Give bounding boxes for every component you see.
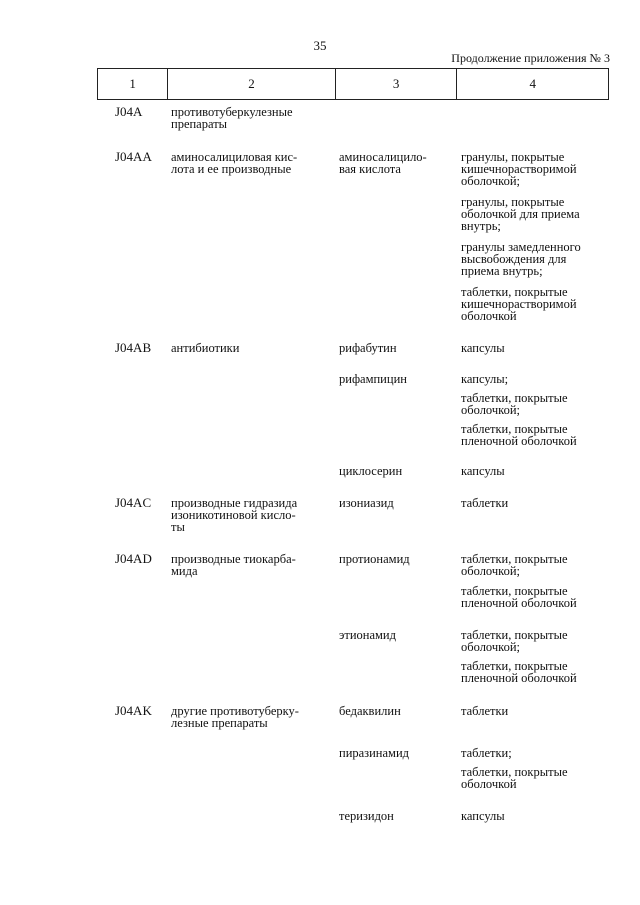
dosage-form: таблетки, покрытые пленочной оболочкой — [461, 659, 577, 685]
dosage-form: таблетки, покрытые оболочкой; — [461, 552, 568, 578]
atc-code: J04AA — [115, 149, 152, 164]
group-description: противотуберкулезные препараты — [171, 105, 293, 131]
substance-name: теризидон — [339, 809, 394, 823]
group-description: производные гидразида изоникотиновой кисло- ты — [171, 496, 298, 534]
header-col-2: 2 — [168, 69, 335, 100]
dosage-form: таблетки — [461, 496, 509, 510]
dosage-form: капсулы — [461, 341, 505, 355]
substance-name: бедаквилин — [339, 704, 401, 718]
substance-name: рифабутин — [339, 341, 397, 355]
atc-code: J04AB — [115, 340, 152, 355]
substance-name: изониазид — [339, 496, 394, 510]
dosage-form: таблетки, покрытые оболочкой; — [461, 391, 568, 417]
dosage-form: гранулы, покрытые кишечнорастворимой оболочкой; — [461, 150, 577, 188]
group-description: аминосалициловая кис- лота и ее производные — [171, 150, 298, 176]
continuation-note: Продолжение приложения № 3 — [451, 51, 610, 65]
dosage-form: таблетки, покрытые оболочкой; — [461, 628, 568, 654]
substance-name: пиразинамид — [339, 746, 410, 760]
header-col-1: 1 — [98, 69, 168, 100]
dosage-form: капсулы; — [461, 372, 509, 386]
header-col-4: 4 — [457, 69, 609, 100]
dosage-form: гранулы, покрытые оболочкой для приема внутрь; — [461, 195, 580, 233]
dosage-form: таблетки, покрытые пленочной оболочкой — [461, 422, 577, 448]
dosage-form: капсулы — [461, 464, 505, 478]
substance-name: рифампицин — [339, 372, 407, 386]
substance-name: циклосерин — [339, 464, 403, 478]
atc-code: J04AD — [115, 551, 152, 566]
dosage-form: таблетки, покрытые кишечнорастворимой оболочкой — [461, 285, 577, 323]
atc-code: J04AC — [115, 495, 152, 510]
dosage-form: таблетки, покрытые оболочкой — [461, 765, 568, 791]
atc-code: J04A — [115, 104, 143, 119]
header-col-3: 3 — [335, 69, 457, 100]
substance-name: аминосалицило- вая кислота — [339, 150, 427, 176]
group-description: другие противотуберку- лезные препараты — [171, 704, 299, 730]
dosage-form: таблетки, покрытые пленочной оболочкой — [461, 584, 577, 610]
group-description: производные тиокарба- мида — [171, 552, 296, 578]
dosage-form: таблетки; — [461, 746, 512, 760]
substance-name: протионамид — [339, 552, 410, 566]
dosage-form: гранулы замедленного высвобождения для приема внутрь; — [461, 240, 581, 278]
substance-name: этионамид — [339, 628, 396, 642]
dosage-form: капсулы — [461, 809, 505, 823]
group-description: антибиотики — [171, 341, 240, 355]
atc-code: J04AK — [115, 703, 152, 718]
dosage-form: таблетки — [461, 704, 509, 718]
page-number: 35 — [313, 38, 327, 53]
